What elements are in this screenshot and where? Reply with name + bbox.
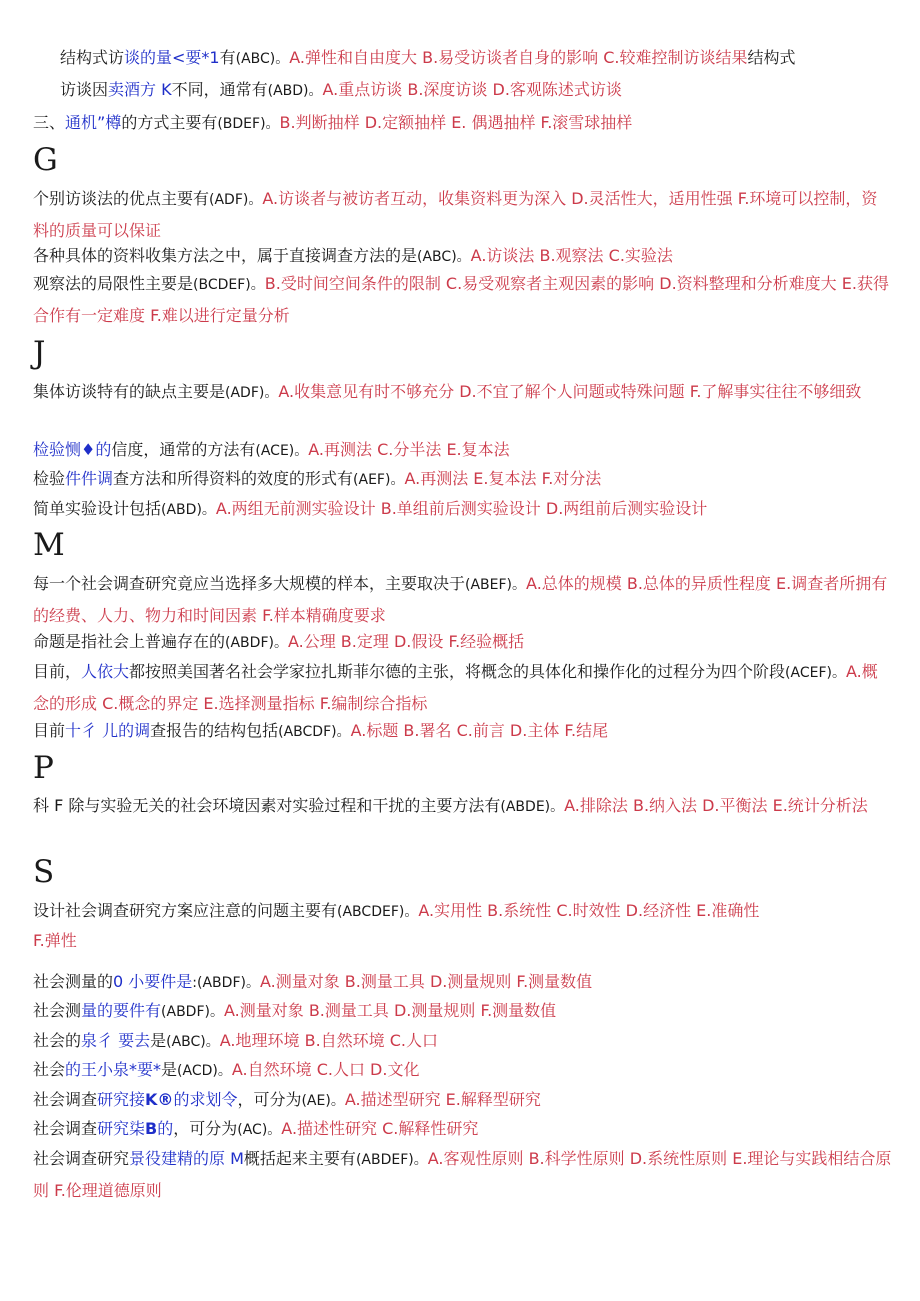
answer-text: B.判断抽样 D.定额抽样 E. 偶遇抽样 F.滚雪球抽样 [279, 113, 633, 132]
question-research-type-1: 社会调查研究接K®的求划令，可分为(AE)。A.描述型研究 E.解释型研究 [33, 1090, 541, 1109]
answer-text: A.排除法 B.纳入法 D.平衡法 E.统计分析法 [564, 796, 868, 815]
question-validity-test: 检验件件调查方法和所得资料的效度的形式有(AEF)。A.再测法 E.复本法 F.对分法 [33, 469, 602, 488]
section-letter-p: P [33, 750, 54, 786]
answer-text: F.弹性 [33, 931, 77, 950]
question-structured-interview-types: 访谈因卖酒方 K不同，通常有(ABD)。A.重点访谈 B.深度访谈 D.客观陈述式访谈 [60, 80, 622, 99]
question-exclusion-methods: 科 F 除与实验无关的社会环境因素对实验过程和干扰的主要方法有(ABDE)。A.排除法 B.纳入法 D.平衡法 E.统计分析法 [33, 796, 868, 815]
answer-text: A.测量对象 B.测量工具 D.测量规则 F.测量数值 [259, 972, 593, 991]
answer-text: A.测量对象 B.测量工具 D.测量规则 F.测量数值 [223, 1001, 557, 1020]
answer-text: A.自然环境 C.人口 D.文化 [231, 1060, 420, 1079]
answer-text: A.描述性研究 C.解释性研究 [281, 1119, 479, 1138]
answer-text: A.实用性 B.系统性 C.时效性 D.经济性 E.准确性 [418, 901, 760, 920]
answer-text: A.概念的形成 C.概念的界定 E.选择测量指标 F.编制综合指标 [33, 662, 878, 713]
question-group-interview-defects: 集体访谈特有的缺点主要是(ADF)。A.收集意见有时不够充分 D.不宜了解个人问题或特殊问题 F.了解事实往往不够细致 [33, 382, 862, 401]
question-research-design: 设计社会调查研究方案应注意的问题主要有(ABCDEF)。A.实用性 B.系统性 C.时效性 D.经济性 E.准确性 [33, 901, 760, 920]
question-society-2: 社会的王小泉*要*是(ACD)。A.自然环境 C.人口 D.文化 [33, 1060, 420, 1079]
question-society-1: 社会的泉彳 要去是(ABC)。A.地理环境 B.自然环境 C.人口 [33, 1031, 439, 1050]
question-measurement-2: 社会测量的要件有(ABDF)。A.测量对象 B.测量工具 D.测量规则 F.测量数值 [33, 1001, 557, 1020]
question-lazarsfeld: 目前，人依大都按照美国著名社会学家拉扎斯菲尔德的主张，将概念的具体化和操作化的过程分为四个阶段(ACEF)。A.概念的形成 C.概念的界定 E.选择测量指标 F.编制综合指标 [33, 662, 878, 713]
question-reliability-test: 检验恻♦的信度，通常的方法有(ACE)。A.再测法 C.分半法 E.复本法 [33, 440, 510, 459]
section-letter-j: J [33, 335, 46, 371]
answer-text: A.客观性原则 B.科学性原则 D.系统性原则 E.理论与实践相结合原则 F.伦理道德原则 [33, 1149, 892, 1200]
question-research-principles: 社会调查研究景役建精的原 M概括起来主要有(ABDEF)。A.客观性原则 B.科学性原则 D.系统性原则 E.理论与实践相结合原则 F.伦理道德原则 [33, 1149, 892, 1200]
question-measurement-1: 社会测量的0 小要件是:(ABDF)。A.测量对象 B.测量工具 D.测量规则 F.测量数值 [33, 972, 593, 991]
answer-text: A.描述型研究 E.解释型研究 [344, 1090, 541, 1109]
answer-text: A.收集意见有时不够充分 D.不宜了解个人问题或特殊问题 F.了解事实往往不够细致 [278, 382, 862, 401]
question-individual-interview-advantages: 个别访谈法的优点主要有(ADF)。A.访谈者与被访者互动，收集资料更为深入 D.灵活性大，适用性强 F.环境可以控制，资料的质量可以保证 [33, 189, 878, 240]
answer-text: A.访谈者与被访者互动，收集资料更为深入 D.灵活性大，适用性强 F.环境可以控制，资料的质量可以保证 [33, 189, 878, 240]
answer-text: A.访谈法 B.观察法 C.实验法 [470, 246, 673, 265]
answer-text: A.再测法 C.分半法 E.复本法 [308, 440, 510, 459]
question-simple-experiment: 简单实验设计包括(ABD)。A.两组无前测实验设计 B.单组前后测实验设计 D.两组前后测实验设计 [33, 499, 708, 518]
answer-text: A.弹性和自由度大 B.易受访谈者自身的影响 C.较难控制访谈结果 [289, 48, 748, 67]
question-sampling-methods: 三、通机”樽的方式主要有(BDEF)。B.判断抽样 D.定额抽样 E. 偶遇抽样 F.滚雪球抽样 [33, 113, 633, 132]
answer-text: A.总体的规模 B.总体的异质性程度 E.调查者所拥有的经费、人力、物力和时间因素 F.样本精确度要求 [33, 574, 888, 625]
question-observation-limits: 观察法的局限性主要是(BCDEF)。B.受时间空间条件的限制 C.易受观察者主观因素的影响 D.资料整理和分析难度大 E.获得合作有一定难度 F.难以进行定量分析 [33, 274, 889, 325]
answer-text: A.再测法 E.复本法 F.对分法 [404, 469, 602, 488]
answer-text: A.两组无前测实验设计 B.单组前后测实验设计 D.两组前后测实验设计 [215, 499, 708, 518]
question-research-design-cont [33, 926, 893, 956]
question-report-structure: 目前十彳 儿的调查报告的结构包括(ABCDF)。A.标题 B.署名 C.前言 D.主体 F.结尾 [33, 721, 609, 740]
section-letter-g: G [33, 142, 58, 178]
question-sample-size: 每一个社会调查研究竟应当选择多大规模的样本，主要取决于(ABEF)。A.总体的规模 B.总体的异质性程度 E.调查者所拥有的经费、人力、物力和时间因素 F.样本精确度要求 [33, 574, 888, 625]
question-research-type-2: 社会调查研究柒B的，可分为(AC)。A.描述性研究 C.解释性研究 [33, 1119, 479, 1138]
question-structured-interview-features: 结构式访谈的量<要*1有(ABC)。A.弹性和自由度大 B.易受访谈者自身的影响 C.较难控制访谈结果结构式 [60, 48, 796, 67]
answer-text: A.标题 B.署名 C.前言 D.主体 F.结尾 [350, 721, 609, 740]
answer-text: A.公理 B.定理 D.假设 F.经验概括 [287, 632, 525, 651]
question-direct-investigation: 各种具体的资料收集方法之中，属于直接调查方法的是(ABC)。A.访谈法 B.观察法 C.实验法 [33, 246, 673, 265]
section-letter-m: M [33, 527, 65, 563]
answer-text: A.重点访谈 B.深度访谈 D.客观陈述式访谈 [322, 80, 622, 99]
answer-text: A.地理环境 B.自然环境 C.人口 [219, 1031, 439, 1050]
answer-text: B.受时间空间条件的限制 C.易受观察者主观因素的影响 D.资料整理和分析难度大 E.获得合作有一定难度 F.难以进行定量分析 [33, 274, 889, 325]
section-letter-s: S [33, 854, 55, 890]
question-proposition: 命题是指社会上普遍存在的(ABDF)。A.公理 B.定理 D.假设 F.经验概括 [33, 632, 525, 651]
